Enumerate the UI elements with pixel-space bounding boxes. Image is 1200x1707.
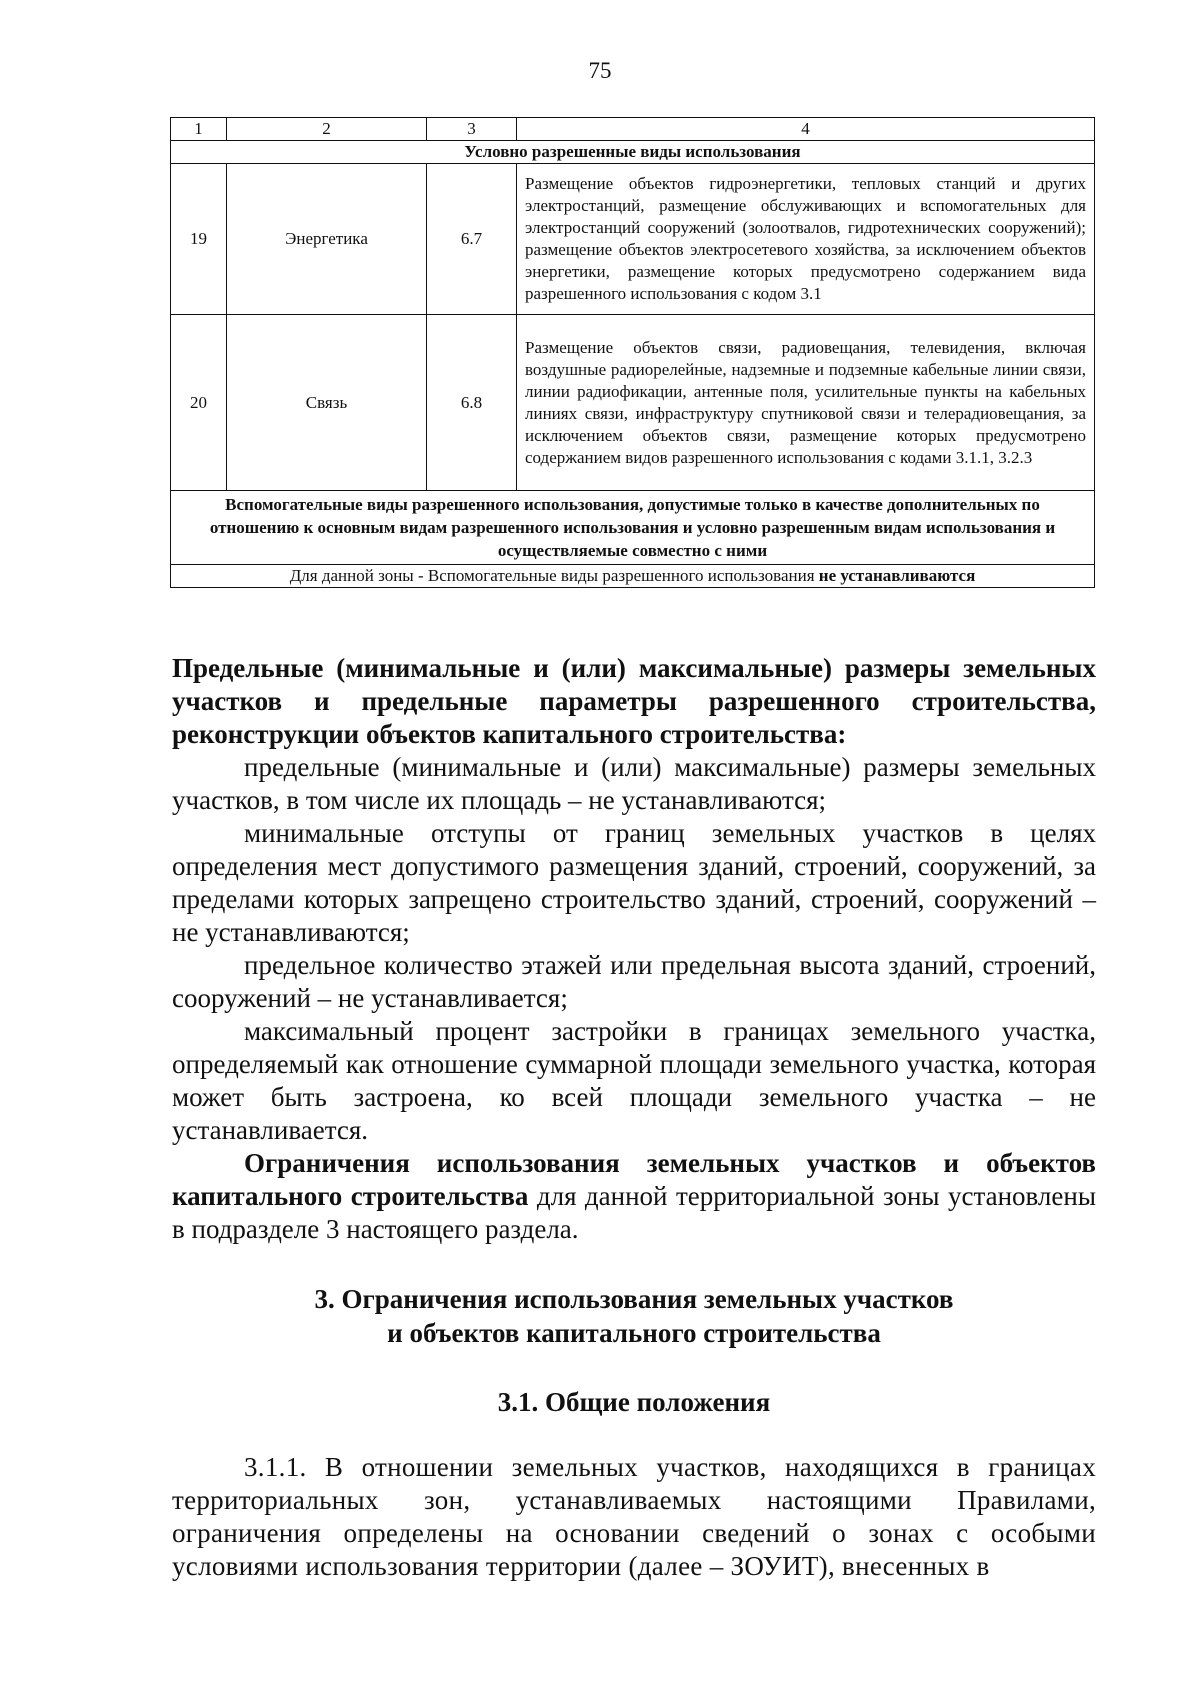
restrictions-paragraph [172,1147,1096,1246]
header-col-1: 1 [171,118,227,141]
limits-heading: Предельные (минимальные и (или) максимальные) размеры земельных участков и предельные параметры разрешенного строительства, реконструкции объектов капитального строительства: [172,653,1096,749]
table-header-row [171,118,1095,141]
header-col-2: 2 [227,118,427,141]
zone-note-emphasis: не устанавливаются [818,566,976,585]
section-3-title [172,1282,1096,1350]
table-row [171,315,1095,491]
limits-paragraph-1: предельные (минимальные и (или) максимальные) размеры земельных участков, в том числе их площадь – не устанавливаются; [172,752,1096,815]
auxiliary-uses-title-row [171,491,1095,565]
limits-paragraph-2: минимальные отступы от границ земельных участков в целях определения мест допустимого размещения зданий, строений, сооружений, за пределами которых запрещено строительство зданий, строений, сооружений – не устанавливаются; [172,818,1096,947]
limits-paragraph-3: предельное количество этажей или предельная высота зданий, строений, сооружений – не устанавливается; [172,950,1096,1013]
restrictions-bold-text: Ограничения использования земельных участков и объектов капитального строительства [172,1148,1096,1211]
use-code: 6.7 [427,164,517,315]
section-3-paragraph-1: 3.1.1. В отношении земельных участков, находящихся в границах территориальных зон, устанавливаемых настоящими Правилами, ограничения определены на основании сведений о зонах с особыми условиями использования территории (далее – ЗОУИТ), внесенных в [172,1452,1096,1581]
use-description: Размещение объектов гидроэнергетики, тепловых станций и других электростанций, размещение обслуживающих и вспомогательных для электростанций сооружений (золоотвалов, гидротехнических сооружений); размещение объектов электросетевого хозяйства, за исключением объектов энергетики, размещение которых предусмотрено содержанием вида разрешенного использования с кодом 3.1 [517,164,1095,315]
use-name: Связь [227,315,427,491]
zone-note-row [171,565,1095,588]
page-number: 75 [588,58,612,83]
table-row [171,164,1095,315]
use-name: Энергетика [227,164,427,315]
zone-note-text: Для данной зоны - Вспомогательные виды разрешенного использования [289,566,819,585]
restrictions-text: для данной территориальной зоны установлены в подразделе 3 настоящего раздела. [172,1181,1096,1244]
conditional-uses-title-row [171,141,1095,164]
section-3-title-line-2: и объектов капитального строительства [387,1318,881,1348]
auxiliary-uses-title: Вспомогательные виды разрешенного использования, допустимые только в качестве дополнительных по отношению к основным видам разрешенного использования и условно разрешенным видам использования и осуществляемые совместно с ними [171,491,1095,565]
row-number: 19 [171,164,227,315]
section-3-title-line-1: 3. Ограничения использования земельных участков [314,1284,954,1314]
use-description: Размещение объектов связи, радиовещания, телевидения, включая воздушные радиорелейные, надземные и подземные кабельные линии связи, линии радиофикации, антенные поля, усилительные пункты на кабельных линиях связи, инфраструктуру спутниковой связи и телерадиовещания, за исключением объектов связи, размещение которых предусмотрено содержанием видов разрешенного использования с кодами 3.1.1, 3.2.3 [517,315,1095,491]
use-code: 6.8 [427,315,517,491]
limits-block [172,652,1096,1246]
limits-paragraph-4: максимальный процент застройки в границах земельного участка, определяемый как отношение суммарной площади земельного участка, которая может быть застроена, ко всей площади земельного участка – не устанавливается. [172,1016,1096,1145]
section-3-body [172,1451,1096,1583]
header-col-3: 3 [427,118,517,141]
conditional-uses-title: Условно разрешенные виды использования [171,141,1095,164]
zone-note [171,565,1095,588]
row-number: 20 [171,315,227,491]
subsection-3-1-title: 3.1. Общие положения [497,1387,771,1417]
land-use-table [170,117,1095,588]
header-col-4: 4 [517,118,1095,141]
